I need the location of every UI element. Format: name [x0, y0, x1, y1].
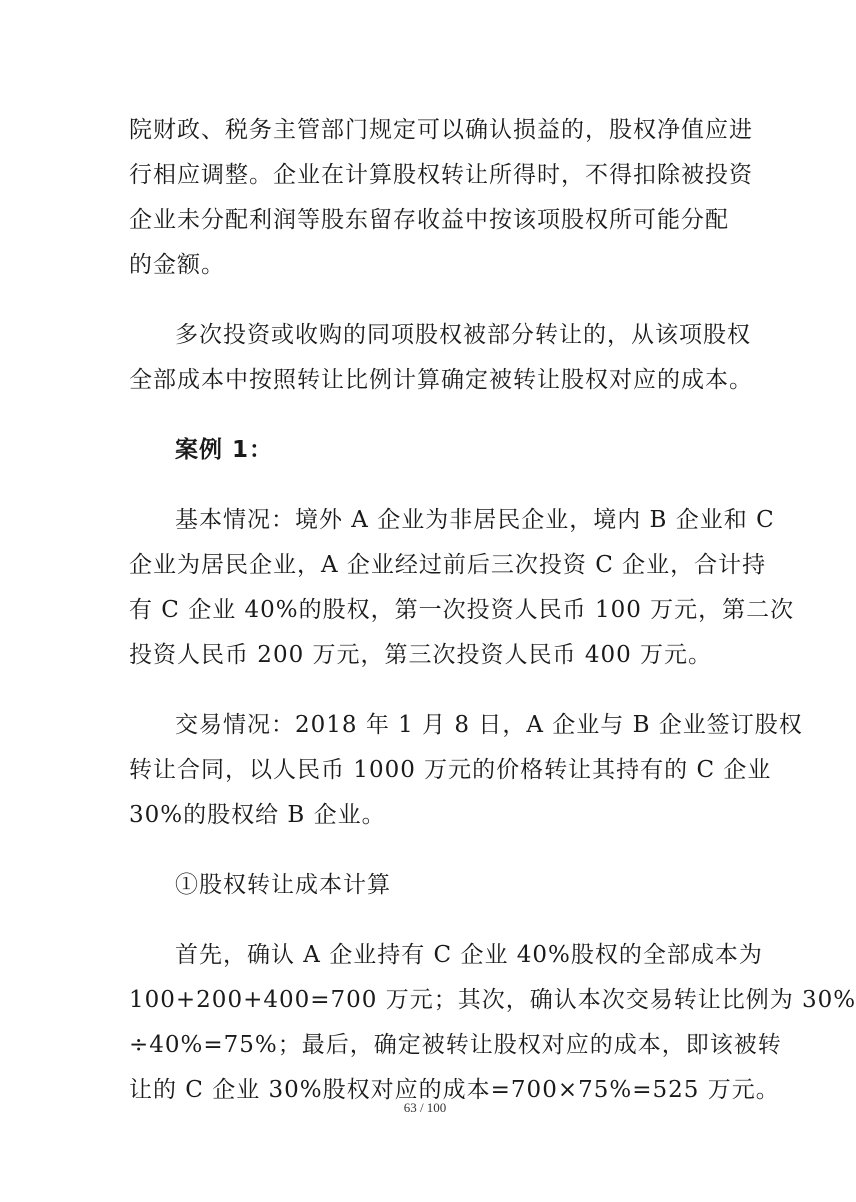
text-line: 交易情况：2018 年 1 月 8 日，A 企业与 B 企业签订股权: [175, 712, 803, 738]
text-line: 100+200+400=700 万元；其次，确认本次交易转让比例为 30%: [129, 987, 856, 1013]
text-line: 院财政、税务主管部门规定可以确认损益的，股权净值应进: [129, 117, 753, 143]
text-line: 基本情况：境外 A 企业为非居民企业，境内 B 企业和 C: [175, 507, 775, 533]
text-line: 的金额。: [129, 252, 225, 278]
paragraph-cost-calc-title: [129, 863, 727, 908]
text-line: ①股权转让成本计算: [175, 872, 391, 898]
case-heading: 案例 1：: [175, 437, 274, 463]
paragraph-transaction-situation: [129, 703, 803, 838]
text-line: 30%的股权给 B 企业。: [129, 802, 386, 828]
text-line: 首先，确认 A 企业持有 C 企业 40%股权的全部成本为: [175, 942, 763, 968]
paragraph-basic-situation: [129, 498, 795, 678]
text-line: 行相应调整。企业在计算股权转让所得时，不得扣除被投资: [129, 162, 753, 188]
text-line: 投资人民币 200 万元，第三次投资人民币 400 万元。: [129, 642, 713, 668]
text-line: 多次投资或收购的同项股权被部分转让的，从该项股权: [175, 322, 751, 348]
paragraph-partial-transfer: [129, 313, 753, 403]
text-line: 让的 C 企业 30%股权对应的成本=700×75%=525 万元。: [129, 1077, 780, 1103]
text-line: 企业未分配利润等股东留存收益中按该项股权所可能分配: [129, 207, 729, 233]
text-line: ÷40%=75%；最后，确定被转让股权对应的成本，即该被转: [129, 1032, 782, 1058]
text-line: 全部成本中按照转让比例计算确定被转让股权对应的成本。: [129, 367, 753, 393]
page-number: 63 / 100: [403, 1100, 447, 1115]
document-body: [129, 108, 856, 1138]
paragraph-equity-adjustment: [129, 108, 753, 288]
text-line: 有 C 企业 40%的股权，第一次投资人民币 100 万元，第二次: [129, 597, 795, 623]
text-line: 企业为居民企业，A 企业经过前后三次投资 C 企业，合计持: [129, 552, 767, 578]
text-line: 转让合同，以人民币 1000 万元的价格转让其持有的 C 企业: [129, 757, 772, 783]
paragraph-cost-calculation: [129, 933, 856, 1113]
